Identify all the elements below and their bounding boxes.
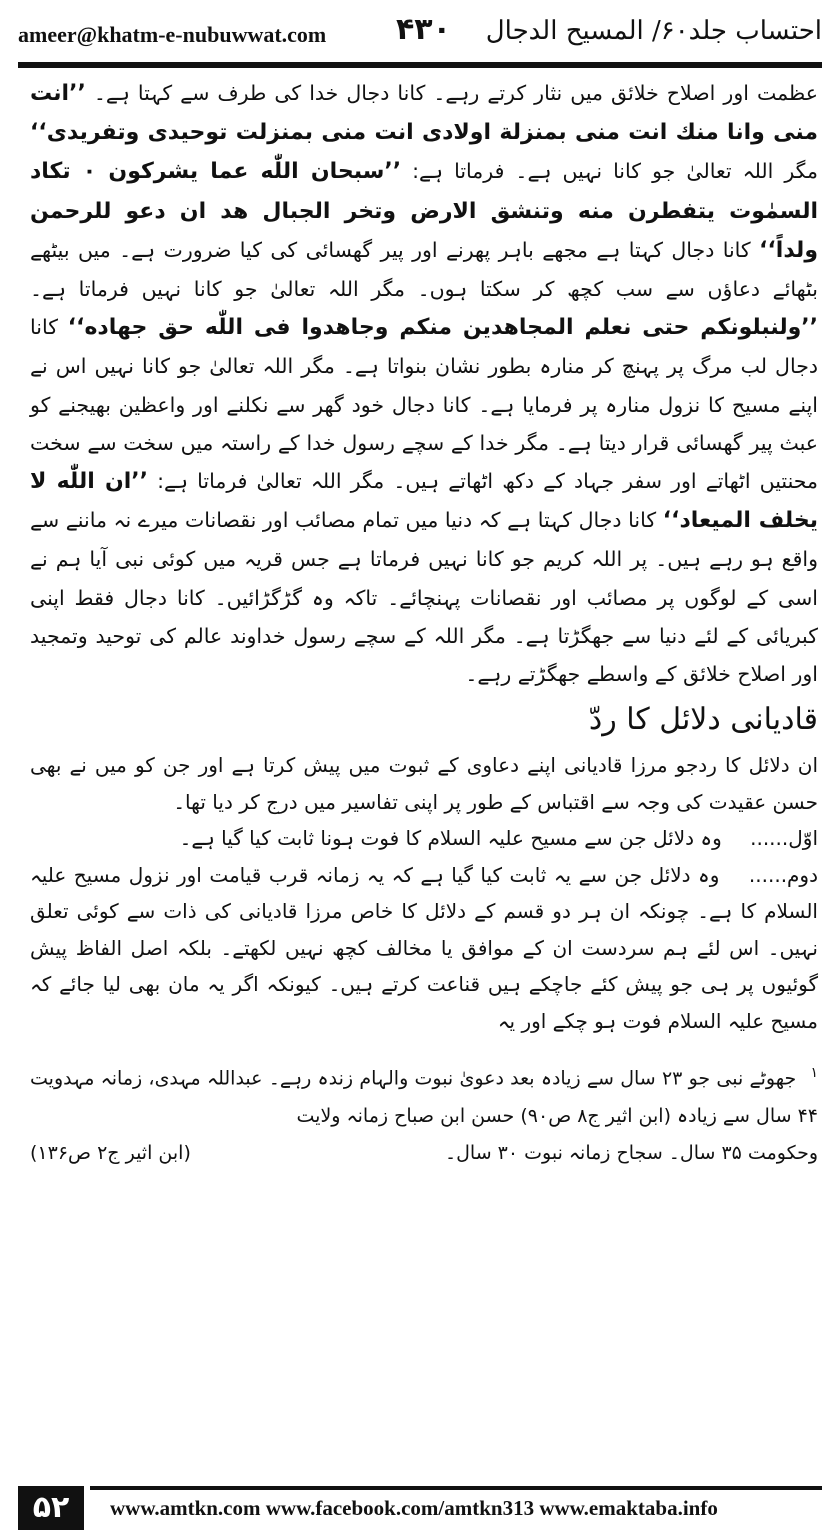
arabic-quote: ’’انت منی وانا منك انت منی بمنزلة اولادی انت منی بمنزلت توحیدی وتفریدی‘‘	[30, 81, 818, 146]
text-segment: مگر اللہ تعالیٰ جو کانا نہیں ہے۔ فرماتا ہے:	[412, 159, 818, 184]
footnote-line	[30, 1135, 818, 1172]
header-rule	[18, 62, 822, 68]
point-label: اوّل......	[750, 826, 818, 851]
footnote-marker: ۱	[810, 1065, 818, 1082]
footer-page-number: ۵۲	[18, 1486, 84, 1530]
arabic-quote: ’’سبحان اللّٰه عما یشرکون ۰ تکاد السمٰوت یتفطرن منه وتنشق الارض وتخر الجبال هد ان دعو للرحمن ولداً‘‘	[30, 159, 818, 263]
main-paragraph	[30, 74, 818, 693]
intro-text: ان دلائل کا ردجو مرزا قادیانی اپنے دعاوی کے ثبوت میں پیش کرتا ہے اور جن کو میں نے بھی حسن عقیدت کی وجہ سے اقتباس کے طور پر اپنی تفاسیر میں درج کر دیا تھا۔	[30, 753, 818, 814]
footer-urls: www.amtkn.com www.facebook.com/amtkn313 www.emaktaba.info	[110, 1496, 718, 1520]
point-label: دوم......	[748, 862, 818, 887]
running-header	[18, 8, 822, 60]
page-body	[30, 74, 818, 1172]
header-book-title: احتساب جلد۶۰/ المسیح الدجال	[485, 16, 822, 46]
text-segment: کانا دجال کہتا ہے مجھے باہر پھرنے اور پیر گھسائی کی کیا ضرورت ہے۔ میں بیٹھے بٹھائے دعاؤں سے سب کچھ کر سکتا ہوں۔ مگر اللہ تعالیٰ جو کانا نہیں فرماتا ہے۔	[30, 237, 818, 302]
page-footer	[18, 1486, 822, 1530]
arabic-quote: ’’ان اللّٰه لا یخلف المیعاد‘‘	[30, 469, 818, 534]
section-point-second	[30, 857, 818, 1040]
section-intro	[30, 747, 818, 820]
footer-rule	[90, 1486, 822, 1490]
footnote-text: جھوٹے نبی جو ۲۳ سال سے زیادہ بعد دعویٰ نبوت والہام زندہ رہے۔ عبداللہ مہدی، زمانہ مہدویت ۴۴ سال سے زیادہ (ابن اثیر ج۸ ص۹۰) حسن ابن صباح زمانہ ولایت	[30, 1067, 818, 1127]
text-segment: کانا دجال لب مرگ پر پہنچ کر منارہ بطور نشان بنواتا ہے۔ مگر اللہ تعالیٰ جو کانا نہیں اس نے اپنے مسیح کا نزول منارہ پر فرمایا ہے۔ کانا دجال خود گھر سے نکلنے اور واعظین بھیجنے کو عبث پیر گھسائی قرار دیتا ہے۔ مگر خدا کے سچے رسول خدا کے راستہ میں سخت سے سخت محنتیں اٹھاتے اور سفر جہاد کے دکھ اٹھاتے ہیں۔ مگر اللہ تعالیٰ فرماتا ہے:	[30, 315, 818, 494]
point-text: وہ دلائل جن سے یہ ثابت کیا گیا ہے کہ یہ زمانہ قرب قیامت اور نزول مسیح علیہ السلام کا ہے۔ چونکہ ان ہر دو قسم کے دلائل کا خاص مرزا قادیانی کی ذات سے کوئی تعلق نہیں۔ اس لئے ہم سردست ان کے موافق یا مخالف کچھ نہیں لکھتے۔ بلکہ اصل الفاظ پیش گوئیوں پر ہی جو پیش کئے جاچکے ہیں قناعت کرتے ہیں۔ کیونکہ اگر یہ مان بھی لیا جائے کہ مسیح علیہ السلام فوت ہو چکے اور یہ	[30, 862, 818, 1033]
text-segment: عظمت اور اصلاح خلائق میں نثار کرتے رہے۔ کانا دجال خدا کی طرف سے کہتا ہے۔	[93, 81, 818, 105]
footnote	[30, 1055, 818, 1171]
arabic-quote: ’’ولنبلونکم حتی نعلم المجاهدین منکم وجاهدوا فی اللّٰه حق جهاده‘‘	[67, 315, 818, 341]
footnote-line	[30, 1055, 818, 1134]
footnote-text: وحکومت ۳۵ سال۔ سجاح زمانہ نبوت ۳۰ سال۔	[444, 1141, 818, 1164]
footnote-reference: (ابن اثیر ج۲ ص۱۳۶)	[30, 1141, 191, 1164]
point-text: وہ دلائل جن سے مسیح علیہ السلام کا فوت ہونا ثابت کیا گیا ہے۔	[179, 826, 722, 851]
section-point-first	[30, 820, 818, 857]
header-email: ameer@khatm-e-nubuwwat.com	[18, 22, 327, 47]
text-segment: کانا دجال کہتا ہے کہ دنیا میں تمام مصائب اور نقصانات میرے نہ ماننے سے واقع ہو رہے ہیں۔ پر اللہ کریم جو کانا نہیں فرماتا ہے جس قریہ میں کوئی نبی آیا ہم نے اسی کے لوگوں پر مصائب اور نقصانات پہنچائے۔ تاکہ وہ گڑگڑائیں۔ کانا دجال فقط اپنی کبریائی کے لئے دنیا سے جھگڑتا ہے۔ مگر اللہ کے سچے رسول خداوند عالم کی توحید وتمجید اور اصلاح خلائق کے واسطے جھگڑتے رہے۔	[30, 508, 818, 687]
section-heading: قادیانی دلائل کا ردّ	[588, 702, 818, 738]
header-page-number: ۴۳۰	[396, 12, 451, 47]
